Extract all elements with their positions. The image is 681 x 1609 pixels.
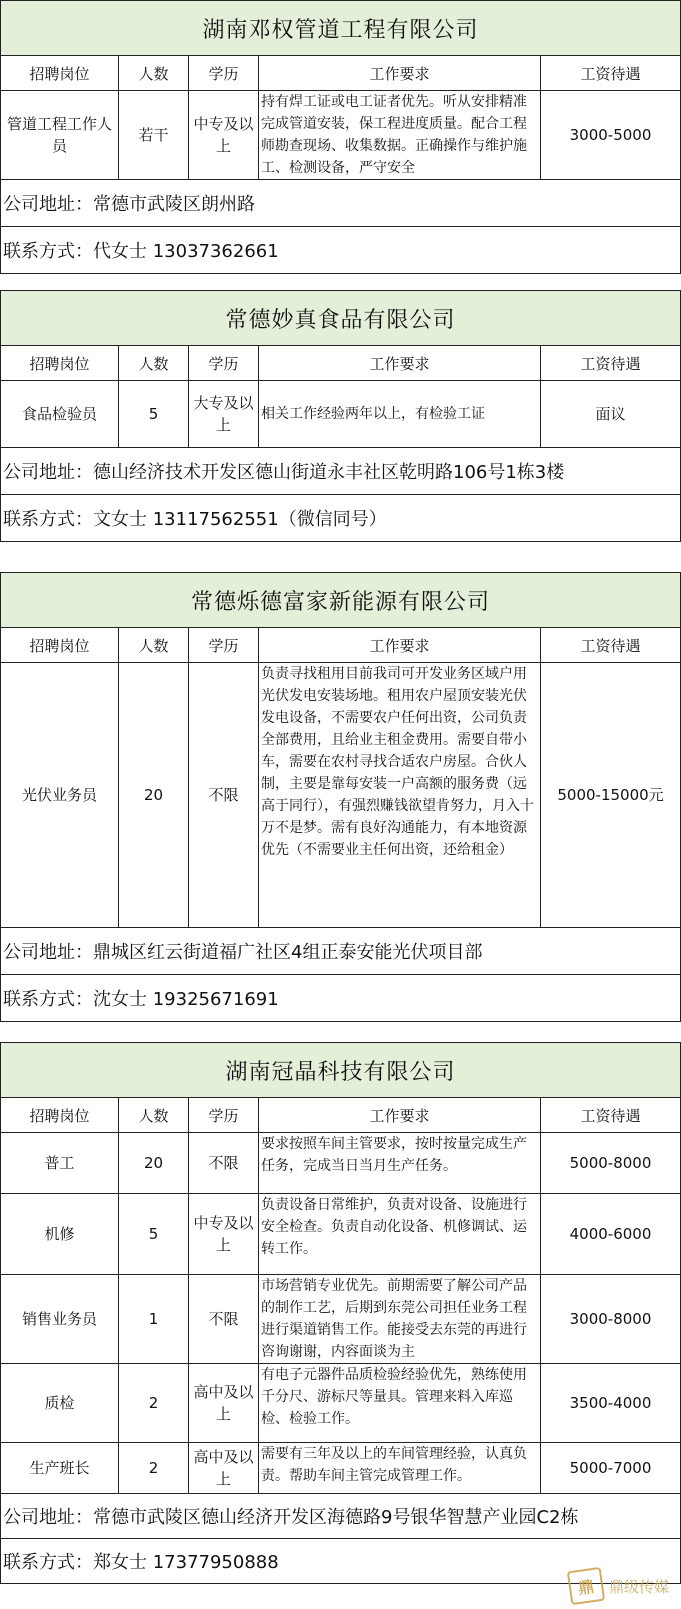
job-requirements: 相关工作经验两年以上，有检验工证	[259, 381, 541, 448]
company-title: 湖南邓权管道工程有限公司	[1, 1, 681, 56]
header-salary: 工资待遇	[541, 1098, 681, 1133]
header-requirements: 工作要求	[259, 1098, 541, 1133]
header-count: 人数	[119, 346, 189, 381]
table-row	[1, 1275, 681, 1364]
job-salary: 3000-8000	[541, 1275, 681, 1364]
job-position: 光伏业务员	[1, 663, 119, 928]
job-requirements: 市场营销专业优先。前期需要了解公司产品的制作工艺，后期到东莞公司担任业务工程进行渠道销售工作。能接受去东莞的再进行咨询谢谢，内容面谈为主	[261, 1278, 527, 1360]
table-header-row	[1, 1098, 681, 1133]
job-salary: 4000-6000	[541, 1194, 681, 1275]
header-position: 招聘岗位	[1, 1098, 119, 1133]
job-table	[0, 290, 681, 542]
job-requirements: 持有焊工证或电工证者优先。听从安排精准完成管道安装，保工程进度质量。配合工程师勘查现场、收集数据。正确操作与维护施工、检测设备，严守安全	[261, 94, 527, 176]
header-salary: 工资待遇	[541, 56, 681, 91]
table-row	[1, 1194, 681, 1275]
company-block-4	[0, 1042, 680, 1584]
header-count: 人数	[119, 628, 189, 663]
job-requirements: 负责设备日常维护，负责对设备、设施进行安全检查。负责自动化设备、机修调试、运转工作。	[261, 1197, 527, 1257]
company-block-1	[0, 0, 680, 274]
job-table	[0, 1042, 681, 1584]
watermark-logo-icon: 鼎	[567, 1567, 605, 1605]
job-education: 中专及以上	[189, 91, 259, 180]
job-count: 5	[119, 1194, 189, 1275]
company-title: 常德烁德富家新能源有限公司	[1, 573, 681, 628]
job-table	[0, 0, 681, 274]
company-contact: 联系方式：沈女士 19325671691	[1, 975, 681, 1022]
job-position: 管道工程工作人员	[1, 91, 119, 180]
job-position: 销售业务员	[1, 1275, 119, 1364]
job-count: 20	[119, 1133, 189, 1194]
company-title: 常德妙真食品有限公司	[1, 291, 681, 346]
job-count: 1	[119, 1275, 189, 1364]
watermark-text: 鼎级传媒	[608, 1577, 669, 1596]
header-position: 招聘岗位	[1, 628, 119, 663]
job-position: 质检	[1, 1364, 119, 1443]
company-address: 公司地址：德山经济技术开发区德山街道永丰社区乾明路106号1栋3楼	[1, 448, 681, 495]
job-position: 食品检验员	[1, 381, 119, 448]
job-count: 20	[119, 663, 189, 928]
header-count: 人数	[119, 56, 189, 91]
table-row	[1, 1443, 681, 1494]
job-count: 2	[119, 1364, 189, 1443]
job-salary: 3500-4000	[541, 1364, 681, 1443]
job-education: 中专及以上	[189, 1194, 259, 1275]
job-education: 大专及以上	[189, 381, 259, 448]
job-education: 高中及以上	[189, 1364, 259, 1443]
header-salary: 工资待遇	[541, 628, 681, 663]
job-count: 2	[119, 1443, 189, 1494]
table-header-row	[1, 346, 681, 381]
company-contact: 联系方式：文女士 13117562551（微信同号）	[1, 495, 681, 542]
job-salary: 5000-7000	[541, 1443, 681, 1494]
job-salary: 5000-15000元	[541, 663, 681, 928]
job-position: 生产班长	[1, 1443, 119, 1494]
table-row	[1, 91, 681, 180]
watermark	[569, 1569, 669, 1603]
header-education: 学历	[189, 56, 259, 91]
company-contact: 联系方式：郑女士 17377950888	[1, 1539, 681, 1584]
table-header-row	[1, 56, 681, 91]
job-table	[0, 572, 681, 1022]
table-header-row	[1, 628, 681, 663]
job-education: 高中及以上	[189, 1443, 259, 1494]
header-position: 招聘岗位	[1, 56, 119, 91]
header-count: 人数	[119, 1098, 189, 1133]
header-education: 学历	[189, 346, 259, 381]
company-address: 公司地址：常德市武陵区德山经济开发区海德路9号银华智慧产业园C2栋	[1, 1494, 681, 1539]
header-education: 学历	[189, 628, 259, 663]
job-requirements: 有电子元器件品质检验经验优先，熟练使用千分尺、游标尺等量具。管理来料入库巡检、检验工作。	[261, 1367, 527, 1427]
job-position: 普工	[1, 1133, 119, 1194]
job-count: 5	[119, 381, 189, 448]
table-row	[1, 1133, 681, 1194]
company-address: 公司地址：鼎城区红云街道福广社区4组正泰安能光伏项目部	[1, 928, 681, 975]
job-requirements: 负责寻找租用目前我司可开发业务区域户用光伏发电安装场地。租用农户屋顶安装光伏发电设备，不需要农户任何出资，公司负责全部费用，且给业主租金费用。需要自带小车，需要在农村寻找合适农户房屋。合伙人制，主要是靠每安装一户高额的服务费（远高于同行），有强烈赚钱欲望肯努力，月入十万不是梦。需有良好沟通能力，有本地资源优先（不需要业主任何出资，还给租金）	[261, 666, 534, 858]
job-position: 机修	[1, 1194, 119, 1275]
job-count: 若干	[119, 91, 189, 180]
job-requirements: 需要有三年及以上的车间管理经验，认真负责。帮助车间主管完成管理工作。	[261, 1446, 527, 1484]
header-requirements: 工作要求	[259, 346, 541, 381]
header-education: 学历	[189, 1098, 259, 1133]
job-salary: 面议	[541, 381, 681, 448]
table-row	[1, 663, 681, 928]
company-title: 湖南冠晶科技有限公司	[1, 1043, 681, 1098]
header-requirements: 工作要求	[259, 56, 541, 91]
job-education: 不限	[189, 663, 259, 928]
company-address: 公司地址：常德市武陵区朗州路	[1, 180, 681, 227]
table-row	[1, 381, 681, 448]
job-salary: 5000-8000	[541, 1133, 681, 1194]
header-position: 招聘岗位	[1, 346, 119, 381]
company-contact: 联系方式：代女士 13037362661	[1, 227, 681, 274]
company-block-3	[0, 572, 680, 1022]
table-row	[1, 1364, 681, 1443]
job-education: 不限	[189, 1133, 259, 1194]
header-requirements: 工作要求	[259, 628, 541, 663]
header-salary: 工资待遇	[541, 346, 681, 381]
job-education: 不限	[189, 1275, 259, 1364]
job-salary: 3000-5000	[541, 91, 681, 180]
job-requirements: 要求按照车间主管要求，按时按量完成生产任务，完成当日当月生产任务。	[261, 1136, 527, 1174]
company-block-2	[0, 290, 680, 542]
